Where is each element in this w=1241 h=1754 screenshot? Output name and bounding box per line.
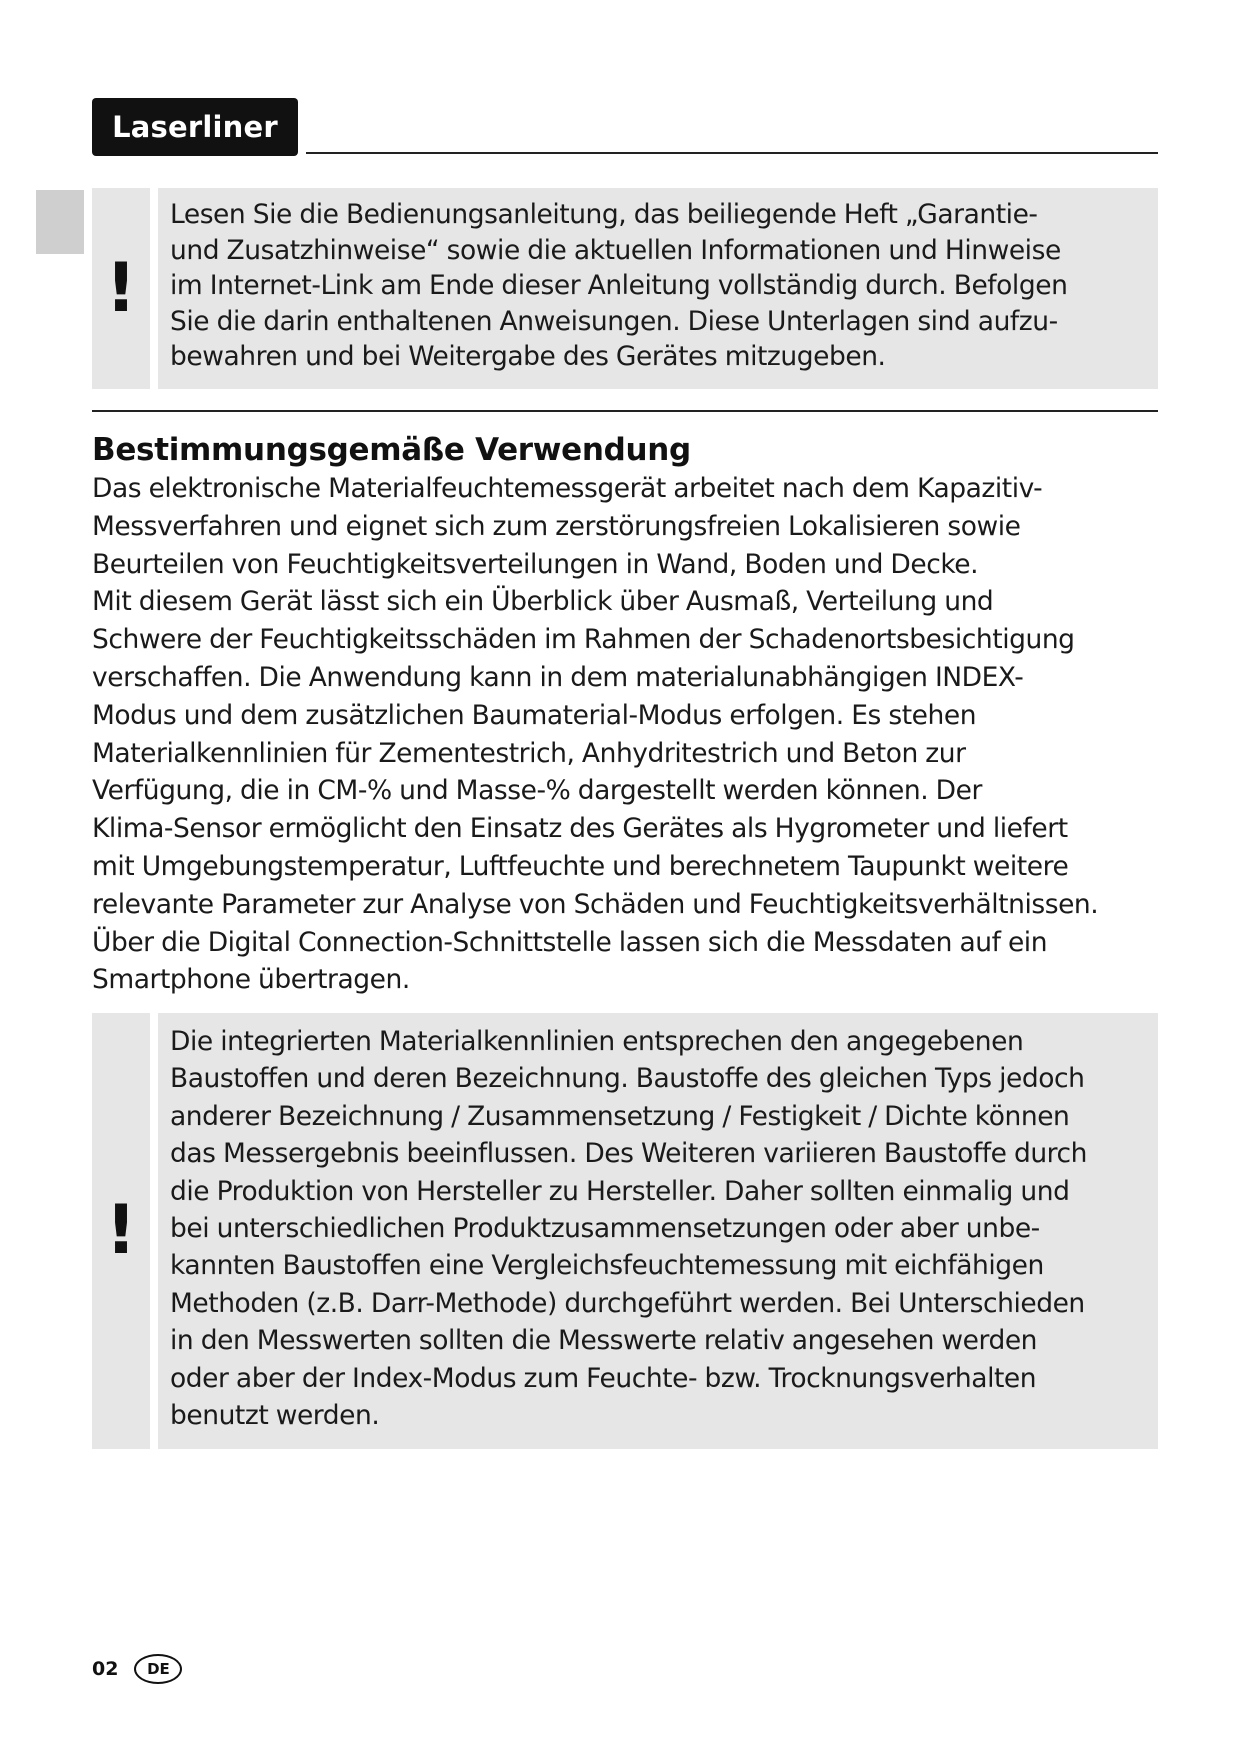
header-divider [306, 152, 1158, 154]
page-footer [92, 1654, 182, 1684]
language-badge: DE [134, 1654, 182, 1684]
warning-note-text: Die integrierten Materialkennlinien entsprechen den angegebenen Baustoffen und deren Bezeichnung. Baustoffe des gleichen Typs jedoch anderer Bezeichnung / Zusammensetzung / Festigkeit / Dichte können das Messergebnis beeinflussen. Des Weiteren variieren Baustoffe durch die Produktion von Hersteller zu Hersteller. Daher sollten einmalig und bei unterschiedlichen Produktzusammensetzungen oder aber unbe- kannten Baustoffen eine Vergleichsfeuchtemessung mit eichfähigen Methoden (z.B. Darr-Methode) durchgeführt werden. Bei Unterschieden in den Messwerten sollten die Messwerte relativ angesehen werden oder aber der Index-Modus zum Feuchte- bzw. Trocknungsverhalten benutzt werden. [158, 1013, 1158, 1449]
warning-icon-cell [92, 188, 150, 389]
laserliner-logo: Laserliner [92, 98, 298, 156]
exclamation-icon: ! [105, 248, 137, 328]
section-title: Bestimmungsgemäße Verwendung [92, 432, 691, 468]
page-number: 02 [92, 1658, 119, 1680]
warning-icon-cell [92, 1013, 150, 1449]
exclamation-icon: ! [105, 1191, 137, 1270]
chapter-tab-marker [36, 190, 84, 254]
warning-note-text: Lesen Sie die Bedienungsanleitung, das beiliegende Heft „Garantie- und Zusatzhinweise“ sowie die aktuellen Informationen und Hinweise im Internet-Link am Ende dieser Anleitung vollständig durch. Befolgen Sie die darin enthaltenen Anweisungen. Diese Unterlagen sind aufzu- bewahren und bei Weitergabe des Gerätes mitzugeben. [158, 188, 1158, 389]
warning-note-read-manual [92, 188, 1158, 389]
warning-note-material-curves [92, 1013, 1158, 1449]
section-divider [92, 410, 1158, 412]
section-body: Das elektronische Materialfeuchtemessgerät arbeitet nach dem Kapazitiv- Messverfahren und eignet sich zum zerstörungsfreien Lokalisieren sowie Beurteilen von Feuchtigkeitsverteilungen in Wand, Boden und Decke. Mit diesem Gerät lässt sich ein Überblick über Ausmaß, Verteilung und Schwere der Feuchtigkeitsschäden im Rahmen der Schadenortsbesichtigung verschaffen. Die Anwendung kann in dem materialunabhängigen INDEX- Modus und dem zusätzlichen Baumaterial-Modus erfolgen. Es stehen Materialkennlinien für Zementestrich, Anhydritestrich und Beton zur Verfügung, die in CM-% und Masse-% dargestellt werden können. Der Klima-Sensor ermöglicht den Einsatz des Gerätes als Hygrometer und liefert mit Umgebungstemperatur, Luftfeuchte und berechnetem Taupunkt weitere relevante Parameter zur Analyse von Schäden und Feuchtigkeitsverhältnissen. Über die Digital Connection-Schnittstelle lassen sich die Messdaten auf ein Smartphone übertragen. [92, 473, 1099, 996]
